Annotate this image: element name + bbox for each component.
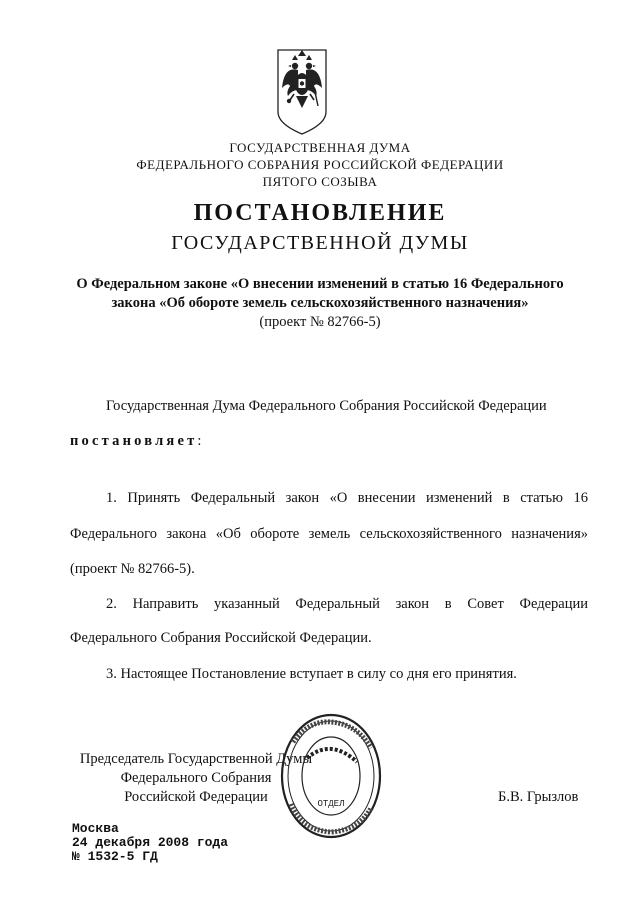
svg-text:ОТДЕЛ: ОТДЕЛ bbox=[317, 799, 345, 809]
decrees-word bbox=[70, 433, 201, 450]
coat-of-arms-icon bbox=[274, 46, 330, 136]
footer-number: № 1532-5 ГД bbox=[72, 849, 158, 864]
signatory-title-line-1: Председатель Государственной Думы bbox=[79, 751, 313, 767]
header-line-1: ГОСУДАРСТВЕННАЯ ДУМА bbox=[229, 140, 411, 155]
footer-city: Москва bbox=[72, 821, 119, 836]
footer-date: 24 декабря 2008 года bbox=[72, 835, 229, 850]
item-1-line-1: 1. Принять Федеральный закон «О внесении изменений в статью 16 bbox=[106, 490, 588, 506]
item-3: 3. Настоящее Постановление вступает в силу со дня его принятия. bbox=[106, 666, 517, 682]
law-title-line-1: О Федеральном законе «О внесении изменений в статью 16 Федерального bbox=[76, 276, 564, 292]
law-project-number: (проект № 82766-5) bbox=[259, 314, 381, 330]
signatory-name: Б.В. Грызлов bbox=[498, 789, 579, 805]
header-line-2: ФЕДЕРАЛЬНОГО СОБРАНИЯ РОССИЙСКОЙ ФЕДЕРАЦИИ bbox=[136, 157, 504, 172]
law-title bbox=[62, 275, 578, 313]
stamp-icon bbox=[279, 712, 383, 840]
item-1-line-2: Федерального закона «Об обороте земель сельскохозяйственного назначения» bbox=[70, 526, 588, 542]
signatory-title-line-2: Федерального Собрания bbox=[120, 770, 272, 786]
document-subtitle: ГОСУДАРСТВЕННОЙ ДУМЫ bbox=[171, 232, 469, 254]
item-2-line-1: 2. Направить указанный Федеральный закон в Совет Федерации bbox=[106, 596, 588, 612]
intro-paragraph: Государственная Дума Федерального Собрания Российской Федерации bbox=[106, 398, 547, 414]
item-2-line-2: Федерального Собрания Российской Федерации. bbox=[70, 630, 372, 646]
decrees-colon: : bbox=[197, 433, 202, 449]
signatory-title-line-3: Российской Федерации bbox=[124, 789, 268, 805]
law-title-line-2: закона «Об обороте земель сельскохозяйственного назначения» bbox=[111, 295, 529, 311]
decrees-text: постановляет bbox=[70, 433, 198, 449]
item-1-line-3: (проект № 82766-5). bbox=[70, 561, 195, 577]
header-line-3: ПЯТОГО СОЗЫВА bbox=[262, 174, 378, 189]
document-title: ПОСТАНОВЛЕНИЕ bbox=[193, 200, 447, 226]
